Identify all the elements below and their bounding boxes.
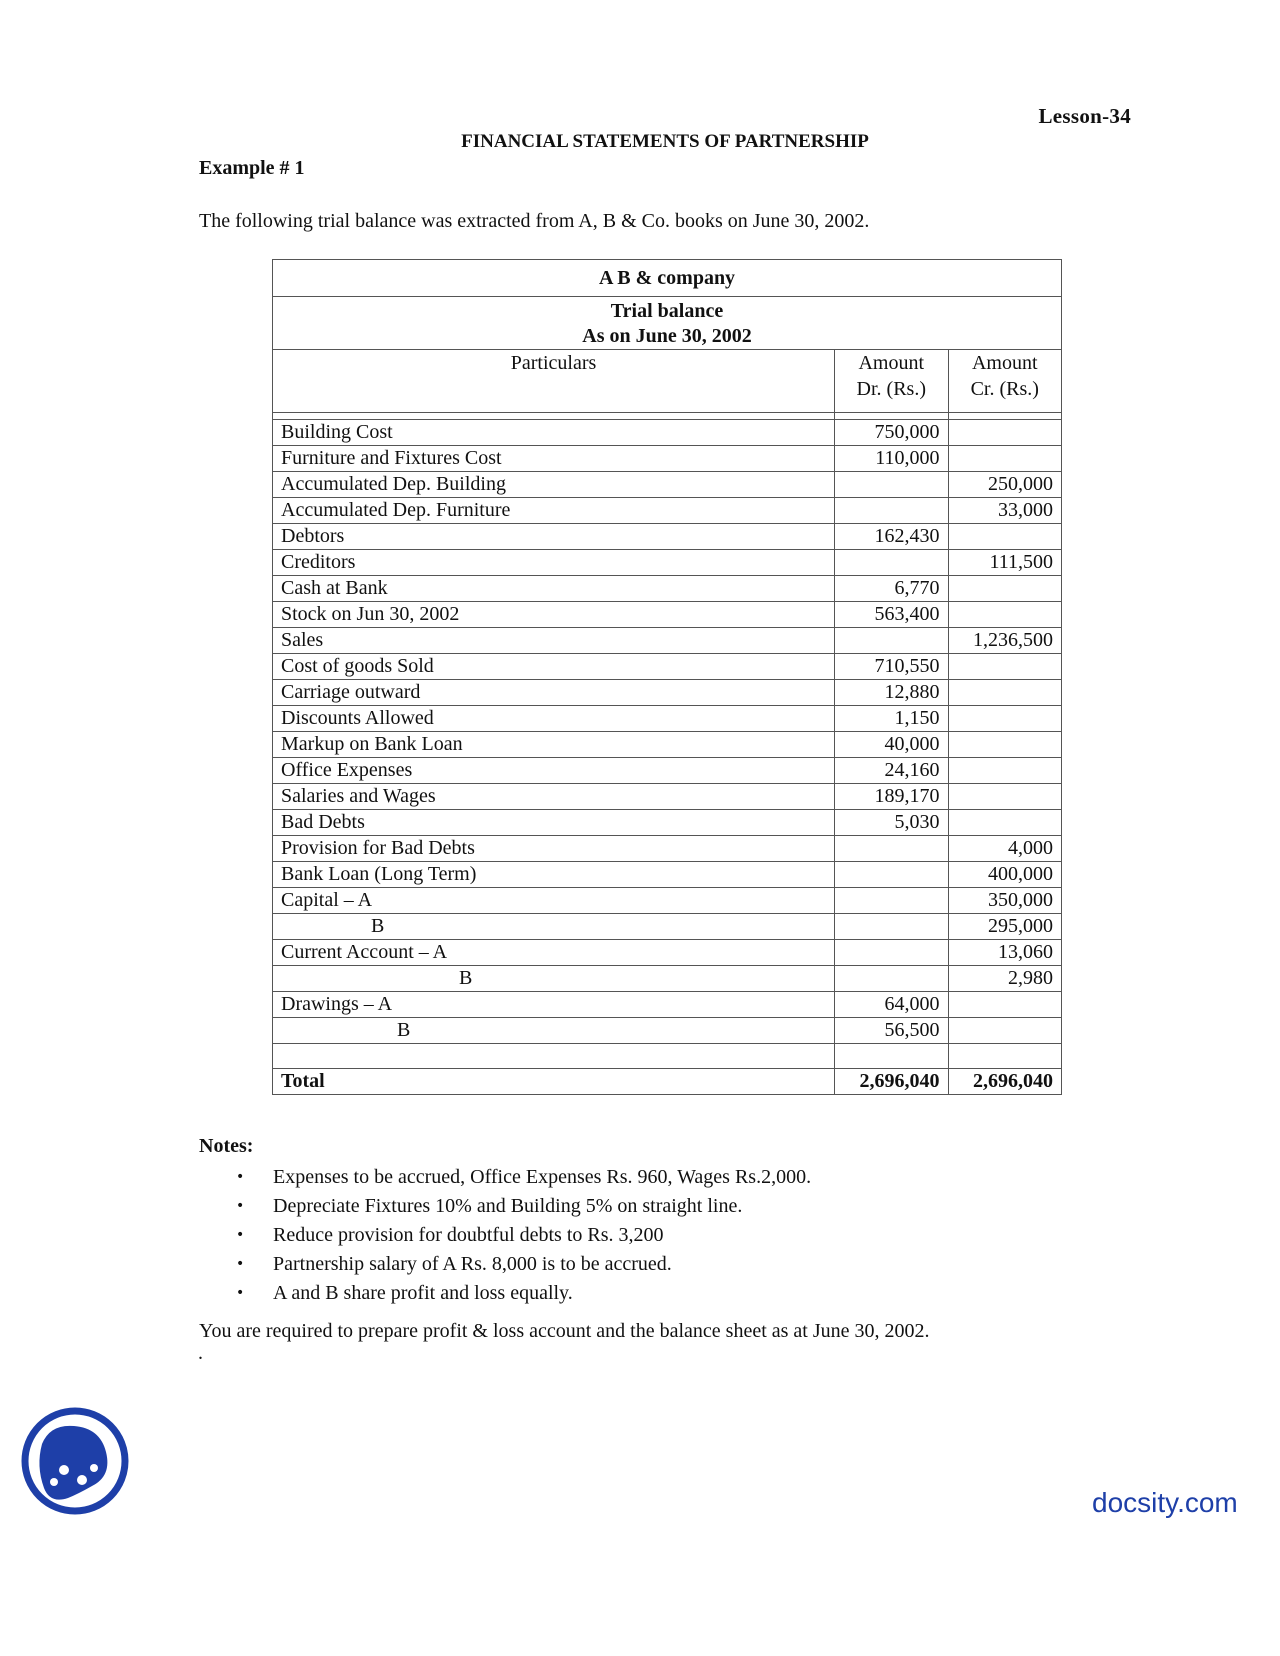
debit-cell: 1,150 <box>835 706 948 732</box>
table-row <box>273 758 1062 784</box>
debit-cell: 710,550 <box>835 654 948 680</box>
bullet-icon: • <box>236 1169 245 1185</box>
debit-cell: 5,030 <box>835 810 948 836</box>
debit-cell <box>835 836 948 862</box>
particular-cell <box>273 862 835 888</box>
table-row <box>273 732 1062 758</box>
particular-cell <box>273 836 835 862</box>
bullet-icon: • <box>236 1285 245 1301</box>
particular-text: Furniture and Fixtures Cost <box>281 447 502 469</box>
table-row <box>273 472 1062 498</box>
debit-cell <box>835 472 948 498</box>
credit-cell: 4,000 <box>948 836 1062 862</box>
credit-cell: 33,000 <box>948 498 1062 524</box>
credit-cell <box>948 576 1062 602</box>
particular-cell <box>273 680 835 706</box>
table-row <box>273 784 1062 810</box>
credit-cell: 111,500 <box>948 550 1062 576</box>
particular-text: Bank Loan (Long Term) <box>281 863 477 885</box>
spacer-cell <box>273 413 835 420</box>
bullet-icon: • <box>236 1256 245 1272</box>
debit-cell: 6,770 <box>835 576 948 602</box>
debit-cell <box>835 966 948 992</box>
credit-cell: 1,236,500 <box>948 628 1062 654</box>
debit-cell: 56,500 <box>835 1018 948 1044</box>
note-item <box>199 1163 811 1192</box>
note-text: A and B share profit and loss equally. <box>273 1282 573 1304</box>
particular-text: B <box>459 967 473 989</box>
credit-cell <box>948 810 1062 836</box>
credit-cell <box>948 446 1062 472</box>
table-row <box>273 628 1062 654</box>
debit-cell: 40,000 <box>835 732 948 758</box>
note-text: Depreciate Fixtures 10% and Building 5% on straight line. <box>273 1195 743 1217</box>
debit-cell: 64,000 <box>835 992 948 1018</box>
note-item <box>199 1279 811 1308</box>
lesson-number: Lesson-34 <box>1038 104 1131 128</box>
notes-heading: Notes: <box>199 1135 254 1157</box>
particular-text: Bad Debts <box>281 811 365 833</box>
example-heading: Example # 1 <box>199 157 305 179</box>
blank-cell <box>273 1044 835 1069</box>
table-row <box>273 810 1062 836</box>
particular-text: Accumulated Dep. Building <box>281 473 506 495</box>
particulars-header: Particulars <box>273 350 835 413</box>
particular-text: Stock on Jun 30, 2002 <box>281 603 460 625</box>
blank-cell <box>835 1044 948 1069</box>
particular-text: Provision for Bad Debts <box>281 837 475 859</box>
particular-cell <box>273 1018 835 1044</box>
trial-balance-table <box>272 259 1062 1095</box>
particular-text: Drawings – A <box>281 993 393 1015</box>
debit-header-line2: Dr. (Rs.) <box>856 378 926 400</box>
credit-cell <box>948 732 1062 758</box>
particular-text: Cost of goods Sold <box>281 655 434 677</box>
debit-cell: 563,400 <box>835 602 948 628</box>
note-item <box>199 1221 811 1250</box>
debit-cell: 189,170 <box>835 784 948 810</box>
credit-cell <box>948 420 1062 446</box>
note-text: Expenses to be accrued, Office Expenses Rs. 960, Wages Rs.2,000. <box>273 1166 812 1188</box>
docsity-brand[interactable]: docsity.com <box>1092 1487 1238 1518</box>
credit-cell: 2,980 <box>948 966 1062 992</box>
spacer-cell <box>948 413 1062 420</box>
credit-cell <box>948 992 1062 1018</box>
particular-text: Carriage outward <box>281 681 421 703</box>
particular-text: Sales <box>281 629 324 651</box>
particular-cell <box>273 784 835 810</box>
company-name: A B & company <box>273 260 1062 297</box>
debit-cell <box>835 498 948 524</box>
debit-cell: 750,000 <box>835 420 948 446</box>
credit-cell <box>948 654 1062 680</box>
table-row <box>273 602 1062 628</box>
particular-text: Capital – A <box>281 889 373 911</box>
particular-cell <box>273 576 835 602</box>
table-row <box>273 550 1062 576</box>
note-item <box>199 1250 811 1279</box>
bullet-icon: • <box>236 1198 245 1214</box>
particular-cell <box>273 628 835 654</box>
debit-cell <box>835 550 948 576</box>
table-row <box>273 680 1062 706</box>
table-row <box>273 576 1062 602</box>
debit-cell <box>835 914 948 940</box>
table-row <box>273 524 1062 550</box>
note-text: Reduce provision for doubtful debts to Rs. 3,200 <box>273 1224 664 1246</box>
stray-dot: . <box>198 1342 203 1364</box>
particular-cell <box>273 758 835 784</box>
particular-text: Building Cost <box>281 421 393 443</box>
intro-text: The following trial balance was extracted from A, B & Co. books on June 30, 2002. <box>199 210 870 232</box>
credit-cell <box>948 784 1062 810</box>
requirement-text: You are required to prepare profit & loss account and the balance sheet as at June 30, 2002. <box>199 1320 930 1342</box>
company-row <box>273 260 1062 297</box>
particular-text: Cash at Bank <box>281 577 388 599</box>
table-row <box>273 862 1062 888</box>
particular-text: Office Expenses <box>281 759 413 781</box>
credit-cell <box>948 706 1062 732</box>
credit-cell <box>948 758 1062 784</box>
table-row <box>273 966 1062 992</box>
credit-cell <box>948 602 1062 628</box>
table-row <box>273 914 1062 940</box>
debit-cell: 12,880 <box>835 680 948 706</box>
spacer-cell <box>835 413 948 420</box>
note-text: Partnership salary of A Rs. 8,000 is to be accrued. <box>273 1253 672 1275</box>
particular-cell <box>273 940 835 966</box>
debit-cell <box>835 940 948 966</box>
particular-text: Markup on Bank Loan <box>281 733 463 755</box>
particular-cell <box>273 524 835 550</box>
table-row <box>273 836 1062 862</box>
table-row <box>273 446 1062 472</box>
total-debit: 2,696,040 <box>835 1069 948 1095</box>
particular-text: Salaries and Wages <box>281 785 436 807</box>
column-header-row <box>273 350 1062 413</box>
credit-cell <box>948 680 1062 706</box>
particular-cell <box>273 420 835 446</box>
bullet-icon: • <box>236 1227 245 1243</box>
blank-row <box>273 1044 1062 1069</box>
credit-header-line1: Amount <box>971 352 1038 374</box>
blank-cell <box>948 1044 1062 1069</box>
credit-cell: 295,000 <box>948 914 1062 940</box>
particular-cell <box>273 472 835 498</box>
debit-header <box>835 350 948 413</box>
total-label: Total <box>273 1069 835 1095</box>
credit-header-line2: Cr. (Rs.) <box>970 378 1039 400</box>
trial-balance-title-line2: As on June 30, 2002 <box>582 325 752 347</box>
particular-cell <box>273 654 835 680</box>
note-item <box>199 1192 811 1221</box>
particular-text: Debtors <box>281 525 345 547</box>
particular-text: Discounts Allowed <box>281 707 434 729</box>
particular-text: B <box>371 915 385 937</box>
notes-list <box>199 1163 811 1308</box>
debit-cell <box>835 862 948 888</box>
title-row <box>273 297 1062 350</box>
table-row <box>273 498 1062 524</box>
debit-cell: 24,160 <box>835 758 948 784</box>
credit-header <box>948 350 1062 413</box>
credit-cell: 13,060 <box>948 940 1062 966</box>
spacer-row <box>273 413 1062 420</box>
particular-cell <box>273 888 835 914</box>
particular-cell <box>273 732 835 758</box>
credit-cell: 250,000 <box>948 472 1062 498</box>
particular-cell <box>273 706 835 732</box>
debit-cell <box>835 628 948 654</box>
document-title: FINANCIAL STATEMENTS OF PARTNERSHIP <box>461 131 869 152</box>
debit-cell <box>835 888 948 914</box>
table-row <box>273 706 1062 732</box>
debit-header-line1: Amount <box>858 352 925 374</box>
total-credit: 2,696,040 <box>948 1069 1062 1095</box>
debit-cell: 110,000 <box>835 446 948 472</box>
table-row <box>273 1018 1062 1044</box>
particular-cell <box>273 602 835 628</box>
particular-cell <box>273 992 835 1018</box>
particular-cell <box>273 498 835 524</box>
particular-cell <box>273 446 835 472</box>
table-row <box>273 888 1062 914</box>
credit-cell: 350,000 <box>948 888 1062 914</box>
trial-balance-title <box>273 297 1062 350</box>
table-row <box>273 654 1062 680</box>
particular-text: Accumulated Dep. Furniture <box>281 499 511 521</box>
particular-text: Creditors <box>281 551 356 573</box>
credit-cell <box>948 524 1062 550</box>
particular-cell <box>273 550 835 576</box>
docsity-logo-icon <box>20 1406 130 1516</box>
table-row <box>273 940 1062 966</box>
total-row <box>273 1069 1062 1095</box>
particular-text: Current Account – A <box>281 941 448 963</box>
particular-cell <box>273 914 835 940</box>
debit-cell: 162,430 <box>835 524 948 550</box>
credit-cell <box>948 1018 1062 1044</box>
table-row <box>273 992 1062 1018</box>
trial-balance-title-line1: Trial balance <box>610 300 724 322</box>
particular-text: B <box>397 1019 411 1041</box>
table-row <box>273 420 1062 446</box>
particular-cell <box>273 966 835 992</box>
particular-cell <box>273 810 835 836</box>
credit-cell: 400,000 <box>948 862 1062 888</box>
